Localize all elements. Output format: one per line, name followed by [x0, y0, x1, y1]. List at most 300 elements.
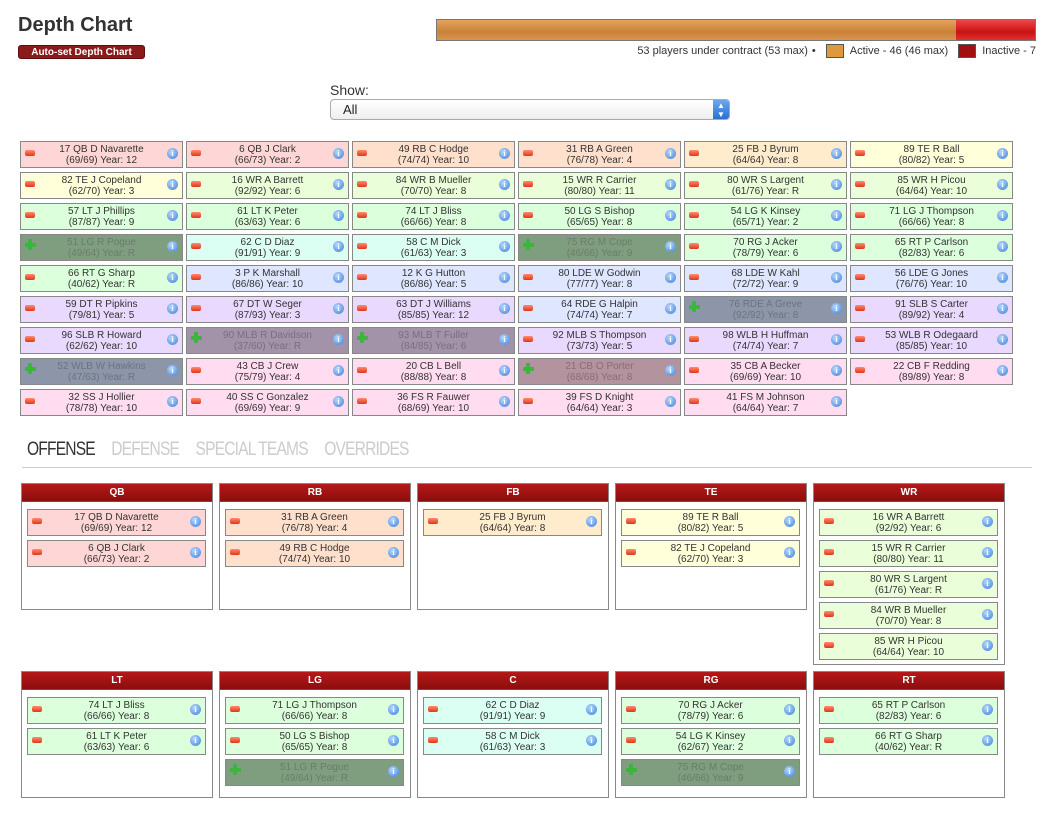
player-name: 89 TE R Ball: [682, 512, 739, 523]
info-icon[interactable]: i: [665, 179, 676, 190]
player-card[interactable]: [352, 141, 515, 168]
player-card[interactable]: [20, 327, 183, 354]
player-card[interactable]: [20, 389, 183, 416]
activate-plus-icon[interactable]: [626, 764, 636, 775]
info-icon[interactable]: i: [388, 735, 399, 746]
info-icon[interactable]: i: [665, 210, 676, 221]
player-card[interactable]: [684, 327, 847, 354]
info-icon[interactable]: i: [831, 303, 842, 314]
player-name: 25 FB J Byrum: [732, 144, 799, 155]
player-card[interactable]: [684, 296, 847, 323]
deactivate-minus-icon[interactable]: [523, 274, 533, 280]
deactivate-minus-icon[interactable]: [689, 212, 699, 218]
info-icon[interactable]: i: [982, 735, 993, 746]
info-icon[interactable]: i: [831, 210, 842, 221]
deactivate-minus-icon[interactable]: [191, 212, 201, 218]
position-header: C: [418, 672, 608, 690]
player-card[interactable]: [850, 141, 1013, 168]
roster-progress-bar: [436, 19, 1036, 41]
activate-plus-icon[interactable]: [689, 301, 699, 312]
deactivate-minus-icon[interactable]: [191, 398, 201, 404]
position-header: RB: [220, 484, 410, 502]
info-icon[interactable]: i: [499, 396, 510, 407]
deactivate-minus-icon[interactable]: [689, 336, 699, 342]
info-icon[interactable]: i: [499, 334, 510, 345]
info-icon[interactable]: i: [831, 396, 842, 407]
tab-overrides[interactable]: OVERRIDES: [324, 439, 409, 460]
activate-plus-icon[interactable]: [523, 239, 533, 250]
deactivate-minus-icon[interactable]: [855, 181, 865, 187]
deactivate-minus-icon[interactable]: [428, 706, 438, 712]
deactivate-minus-icon[interactable]: [357, 274, 367, 280]
info-icon[interactable]: i: [167, 148, 178, 159]
info-icon[interactable]: i: [784, 547, 795, 558]
player-rating: (61/76) Year: R: [731, 186, 800, 197]
info-icon[interactable]: i: [586, 516, 597, 527]
deactivate-minus-icon[interactable]: [824, 549, 834, 555]
info-icon[interactable]: i: [831, 272, 842, 283]
info-icon[interactable]: i: [167, 241, 178, 252]
deactivate-minus-icon[interactable]: [32, 549, 42, 555]
info-icon[interactable]: i: [190, 735, 201, 746]
player-name: 91 SLB S Carter: [895, 299, 968, 310]
player-card[interactable]: [684, 141, 847, 168]
player-card[interactable]: [850, 203, 1013, 230]
player-card[interactable]: [684, 358, 847, 385]
info-icon[interactable]: i: [831, 179, 842, 190]
player-card[interactable]: [27, 728, 206, 755]
info-icon[interactable]: i: [831, 148, 842, 159]
player-card[interactable]: [27, 509, 206, 536]
info-icon[interactable]: i: [997, 365, 1008, 376]
info-icon[interactable]: i: [784, 704, 795, 715]
deactivate-minus-icon[interactable]: [357, 181, 367, 187]
player-card[interactable]: [225, 728, 404, 755]
deactivate-minus-icon[interactable]: [25, 336, 35, 342]
deactivate-minus-icon[interactable]: [191, 150, 201, 156]
player-card[interactable]: [352, 358, 515, 385]
info-icon[interactable]: i: [665, 334, 676, 345]
deactivate-minus-icon[interactable]: [824, 737, 834, 743]
deactivate-minus-icon[interactable]: [428, 518, 438, 524]
info-icon[interactable]: i: [665, 303, 676, 314]
info-icon[interactable]: i: [586, 735, 597, 746]
player-card[interactable]: [186, 203, 349, 230]
deactivate-minus-icon[interactable]: [626, 518, 636, 524]
info-icon[interactable]: i: [665, 396, 676, 407]
deactivate-minus-icon[interactable]: [25, 212, 35, 218]
activate-plus-icon[interactable]: [25, 239, 35, 250]
info-icon[interactable]: i: [665, 148, 676, 159]
player-card[interactable]: [819, 540, 998, 567]
player-card[interactable]: [621, 540, 800, 567]
info-icon[interactable]: i: [997, 303, 1008, 314]
player-name: 25 FB J Byrum: [479, 512, 546, 523]
info-icon[interactable]: i: [982, 578, 993, 589]
deactivate-minus-icon[interactable]: [25, 398, 35, 404]
info-icon[interactable]: i: [499, 179, 510, 190]
player-card[interactable]: [819, 697, 998, 724]
player-card[interactable]: [850, 296, 1013, 323]
tab-offense[interactable]: OFFENSE: [27, 439, 95, 460]
player-rating: (66/73) Year: 2: [234, 155, 301, 166]
deactivate-minus-icon[interactable]: [32, 737, 42, 743]
info-icon[interactable]: i: [388, 704, 399, 715]
player-card[interactable]: [225, 759, 404, 786]
deactivate-minus-icon[interactable]: [230, 549, 240, 555]
deactivate-minus-icon[interactable]: [824, 580, 834, 586]
player-card[interactable]: [20, 296, 183, 323]
info-icon[interactable]: i: [167, 396, 178, 407]
player-card[interactable]: [684, 203, 847, 230]
info-icon[interactable]: i: [499, 365, 510, 376]
info-icon[interactable]: i: [167, 303, 178, 314]
info-icon[interactable]: i: [982, 640, 993, 651]
player-name: 21 CB O Porter: [565, 361, 634, 372]
player-rating: (66/66) Year: 8: [83, 711, 150, 722]
player-rating: (64/64) Year: 10: [895, 186, 968, 197]
player-card[interactable]: [518, 327, 681, 354]
deactivate-minus-icon[interactable]: [230, 706, 240, 712]
deactivate-minus-icon[interactable]: [626, 549, 636, 555]
player-card[interactable]: [186, 389, 349, 416]
deactivate-minus-icon[interactable]: [626, 737, 636, 743]
player-name: 16 WR A Barrett: [872, 512, 945, 523]
deactivate-minus-icon[interactable]: [689, 274, 699, 280]
deactivate-minus-icon[interactable]: [855, 274, 865, 280]
deactivate-minus-icon[interactable]: [523, 181, 533, 187]
player-name: 75 RG M Cope: [677, 762, 744, 773]
deactivate-minus-icon[interactable]: [523, 150, 533, 156]
player-card[interactable]: [423, 728, 602, 755]
player-name: 76 RDE A Greve: [728, 299, 803, 310]
info-icon[interactable]: i: [167, 210, 178, 221]
deactivate-minus-icon[interactable]: [689, 398, 699, 404]
deactivate-minus-icon[interactable]: [855, 305, 865, 311]
player-card[interactable]: [819, 633, 998, 660]
player-rating: (80/80) Year: 11: [873, 554, 944, 565]
player-card[interactable]: [621, 759, 800, 786]
player-name: 49 RB C Hodge: [279, 543, 350, 554]
info-icon[interactable]: i: [190, 704, 201, 715]
deactivate-minus-icon[interactable]: [689, 181, 699, 187]
player-card[interactable]: [225, 509, 404, 536]
player-rating: (47/63) Year: R: [67, 372, 136, 383]
inactive-bar-fill: [956, 20, 1035, 40]
player-name: 58 C M Dick: [485, 731, 540, 742]
roster-bullet: •: [811, 45, 816, 57]
info-icon[interactable]: i: [333, 241, 344, 252]
player-card[interactable]: [819, 571, 998, 598]
deactivate-minus-icon[interactable]: [855, 243, 865, 249]
info-icon[interactable]: i: [997, 148, 1008, 159]
info-icon[interactable]: i: [997, 179, 1008, 190]
player-card[interactable]: [186, 141, 349, 168]
deactivate-minus-icon[interactable]: [191, 367, 201, 373]
position-header: TE: [616, 484, 806, 502]
deactivate-minus-icon[interactable]: [357, 398, 367, 404]
player-rating: (65/65) Year: 8: [281, 742, 348, 753]
player-card[interactable]: [518, 234, 681, 261]
player-card[interactable]: [621, 509, 800, 536]
deactivate-minus-icon[interactable]: [357, 150, 367, 156]
info-icon[interactable]: i: [784, 516, 795, 527]
deactivate-minus-icon[interactable]: [689, 367, 699, 373]
info-icon[interactable]: i: [831, 241, 842, 252]
player-name: 16 WR A Barrett: [231, 175, 304, 186]
player-rating: (66/66) Year: 8: [400, 217, 467, 228]
player-card[interactable]: [518, 141, 681, 168]
info-icon[interactable]: i: [333, 210, 344, 221]
player-card[interactable]: [20, 234, 183, 261]
info-icon[interactable]: i: [167, 365, 178, 376]
player-card[interactable]: [518, 296, 681, 323]
position-header: FB: [418, 484, 608, 502]
info-icon[interactable]: i: [333, 334, 344, 345]
info-icon[interactable]: i: [333, 303, 344, 314]
info-icon[interactable]: i: [388, 547, 399, 558]
activate-plus-icon[interactable]: [230, 764, 240, 775]
info-icon[interactable]: i: [333, 272, 344, 283]
position-box-rg: [615, 671, 807, 798]
player-card[interactable]: [186, 358, 349, 385]
player-name: 49 RB C Hodge: [398, 144, 469, 155]
player-name: 56 LDE G Jones: [894, 268, 969, 279]
player-card[interactable]: [850, 172, 1013, 199]
show-filter-select[interactable]: [330, 99, 730, 120]
deactivate-minus-icon[interactable]: [357, 243, 367, 249]
info-icon[interactable]: i: [499, 148, 510, 159]
player-card[interactable]: [27, 540, 206, 567]
player-card[interactable]: [621, 728, 800, 755]
player-card[interactable]: [518, 203, 681, 230]
info-icon[interactable]: i: [388, 516, 399, 527]
player-card[interactable]: [621, 697, 800, 724]
deactivate-minus-icon[interactable]: [32, 706, 42, 712]
player-rating: (78/79) Year: 6: [732, 248, 799, 259]
player-rating: (84/85) Year: 6: [400, 341, 467, 352]
deactivate-minus-icon[interactable]: [855, 150, 865, 156]
player-card[interactable]: [850, 327, 1013, 354]
info-icon[interactable]: i: [388, 766, 399, 777]
player-name: 22 CB F Redding: [893, 361, 970, 372]
player-card[interactable]: [352, 389, 515, 416]
player-name: 80 WR S Largent: [870, 574, 947, 585]
deactivate-minus-icon[interactable]: [523, 305, 533, 311]
player-card[interactable]: [819, 728, 998, 755]
deactivate-minus-icon[interactable]: [824, 642, 834, 648]
player-card[interactable]: [518, 358, 681, 385]
info-icon[interactable]: i: [333, 365, 344, 376]
deactivate-minus-icon[interactable]: [191, 274, 201, 280]
deactivate-minus-icon[interactable]: [25, 274, 35, 280]
info-icon[interactable]: i: [499, 210, 510, 221]
info-icon[interactable]: i: [982, 704, 993, 715]
position-box-fb: [417, 483, 609, 610]
player-card[interactable]: [186, 265, 349, 292]
player-name: 84 WR B Mueller: [870, 605, 947, 616]
player-rating: (92/92) Year: 6: [234, 186, 301, 197]
info-icon[interactable]: i: [499, 303, 510, 314]
player-name: 17 QB D Navarette: [59, 144, 144, 155]
player-card[interactable]: [20, 358, 183, 385]
player-card[interactable]: [20, 265, 183, 292]
info-icon[interactable]: i: [784, 766, 795, 777]
deactivate-minus-icon[interactable]: [626, 706, 636, 712]
deactivate-minus-icon[interactable]: [230, 518, 240, 524]
deactivate-minus-icon[interactable]: [25, 305, 35, 311]
deactivate-minus-icon[interactable]: [689, 150, 699, 156]
info-icon[interactable]: i: [982, 609, 993, 620]
active-bar-fill: [437, 20, 956, 40]
info-icon[interactable]: i: [665, 365, 676, 376]
deactivate-minus-icon[interactable]: [191, 305, 201, 311]
roster-legend: [436, 44, 1036, 58]
info-icon[interactable]: i: [333, 396, 344, 407]
position-box-lg: [219, 671, 411, 798]
deactivate-minus-icon[interactable]: [523, 212, 533, 218]
player-rating: (72/72) Year: 9: [732, 279, 799, 290]
player-card[interactable]: [423, 697, 602, 724]
player-rating: (91/91) Year: 9: [479, 711, 546, 722]
info-icon[interactable]: i: [784, 735, 795, 746]
player-card[interactable]: [225, 697, 404, 724]
info-icon[interactable]: i: [190, 516, 201, 527]
player-card[interactable]: [684, 265, 847, 292]
player-card[interactable]: [518, 172, 681, 199]
info-icon[interactable]: i: [586, 704, 597, 715]
player-card[interactable]: [352, 203, 515, 230]
player-card[interactable]: [850, 234, 1013, 261]
deactivate-minus-icon[interactable]: [855, 367, 865, 373]
info-icon[interactable]: i: [982, 516, 993, 527]
deactivate-minus-icon[interactable]: [689, 243, 699, 249]
player-name: 98 WLB H Huffman: [722, 330, 809, 341]
player-card[interactable]: [352, 327, 515, 354]
player-card[interactable]: [186, 327, 349, 354]
deactivate-minus-icon[interactable]: [824, 706, 834, 712]
player-name: 58 C M Dick: [406, 237, 461, 248]
info-icon[interactable]: i: [333, 148, 344, 159]
tab-defense[interactable]: DEFENSE: [111, 439, 180, 460]
player-card[interactable]: [423, 509, 602, 536]
deactivate-minus-icon[interactable]: [25, 150, 35, 156]
deactivate-minus-icon[interactable]: [855, 212, 865, 218]
deactivate-minus-icon[interactable]: [357, 367, 367, 373]
deactivate-minus-icon[interactable]: [230, 737, 240, 743]
activate-plus-icon[interactable]: [191, 332, 201, 343]
player-card[interactable]: [20, 203, 183, 230]
info-icon[interactable]: i: [499, 241, 510, 252]
player-card[interactable]: [518, 265, 681, 292]
player-card[interactable]: [352, 234, 515, 261]
info-icon[interactable]: i: [831, 365, 842, 376]
player-card[interactable]: [819, 602, 998, 629]
player-name: 31 RB A Green: [281, 512, 348, 523]
info-icon[interactable]: i: [997, 272, 1008, 283]
position-header: WR: [814, 484, 1004, 502]
info-icon[interactable]: i: [831, 334, 842, 345]
player-card[interactable]: [20, 172, 183, 199]
deactivate-minus-icon[interactable]: [357, 212, 367, 218]
player-card[interactable]: [352, 265, 515, 292]
info-icon[interactable]: i: [333, 179, 344, 190]
deactivate-minus-icon[interactable]: [357, 305, 367, 311]
player-rating: (69/69) Year: 10: [729, 372, 802, 383]
info-icon[interactable]: i: [167, 179, 178, 190]
player-card[interactable]: [186, 234, 349, 261]
deactivate-minus-icon[interactable]: [32, 518, 42, 524]
activate-plus-icon[interactable]: [25, 363, 35, 374]
player-rating: (89/89) Year: 8: [898, 372, 965, 383]
activate-plus-icon[interactable]: [357, 332, 367, 343]
player-rating: (85/85) Year: 12: [397, 310, 470, 321]
player-card[interactable]: [684, 389, 847, 416]
deactivate-minus-icon[interactable]: [523, 336, 533, 342]
deactivate-minus-icon[interactable]: [428, 737, 438, 743]
info-icon[interactable]: i: [167, 272, 178, 283]
info-icon[interactable]: i: [499, 272, 510, 283]
player-name: 32 SS J Hollier: [68, 392, 135, 403]
position-box-lt: [21, 671, 213, 798]
player-card[interactable]: [186, 296, 349, 323]
player-name: 65 RT P Carlson: [894, 237, 969, 248]
player-rating: (69/69) Year: 12: [65, 155, 138, 166]
player-rating: (69/69) Year: 12: [80, 523, 153, 534]
player-name: 61 LT K Peter: [237, 206, 298, 217]
player-card[interactable]: [684, 172, 847, 199]
activate-plus-icon[interactable]: [523, 363, 533, 374]
player-card[interactable]: [819, 509, 998, 536]
info-icon[interactable]: i: [997, 241, 1008, 252]
deactivate-minus-icon[interactable]: [523, 398, 533, 404]
page-title: Depth Chart: [18, 14, 133, 36]
player-card[interactable]: [27, 697, 206, 724]
deactivate-minus-icon[interactable]: [824, 611, 834, 617]
deactivate-minus-icon[interactable]: [191, 181, 201, 187]
player-card[interactable]: [518, 389, 681, 416]
info-icon[interactable]: i: [665, 241, 676, 252]
info-icon[interactable]: i: [997, 210, 1008, 221]
player-card[interactable]: [352, 296, 515, 323]
info-icon[interactable]: i: [190, 547, 201, 558]
info-icon[interactable]: i: [665, 272, 676, 283]
player-rating: (74/74) Year: 7: [566, 310, 633, 321]
info-icon[interactable]: i: [167, 334, 178, 345]
player-name: 67 DT W Seger: [233, 299, 302, 310]
deactivate-minus-icon[interactable]: [855, 336, 865, 342]
player-rating: (62/62) Year: 10: [65, 341, 138, 352]
player-rating: (85/85) Year: 10: [895, 341, 968, 352]
tab-special-teams[interactable]: SPECIAL TEAMS: [195, 439, 308, 460]
player-card[interactable]: [850, 358, 1013, 385]
position-box-wr: [813, 483, 1005, 665]
player-name: 39 FS D Knight: [565, 392, 634, 403]
player-card[interactable]: [850, 265, 1013, 292]
player-card[interactable]: [186, 172, 349, 199]
deactivate-minus-icon[interactable]: [824, 518, 834, 524]
deactivate-minus-icon[interactable]: [25, 181, 35, 187]
player-card[interactable]: [684, 234, 847, 261]
info-icon[interactable]: i: [982, 547, 993, 558]
auto-set-depth-chart-button[interactable]: Auto-set Depth Chart: [18, 45, 145, 59]
deactivate-minus-icon[interactable]: [191, 243, 201, 249]
player-card[interactable]: [20, 141, 183, 168]
player-rating: (70/70) Year: 8: [875, 616, 942, 627]
info-icon[interactable]: i: [997, 334, 1008, 345]
player-card[interactable]: [225, 540, 404, 567]
player-card[interactable]: [352, 172, 515, 199]
